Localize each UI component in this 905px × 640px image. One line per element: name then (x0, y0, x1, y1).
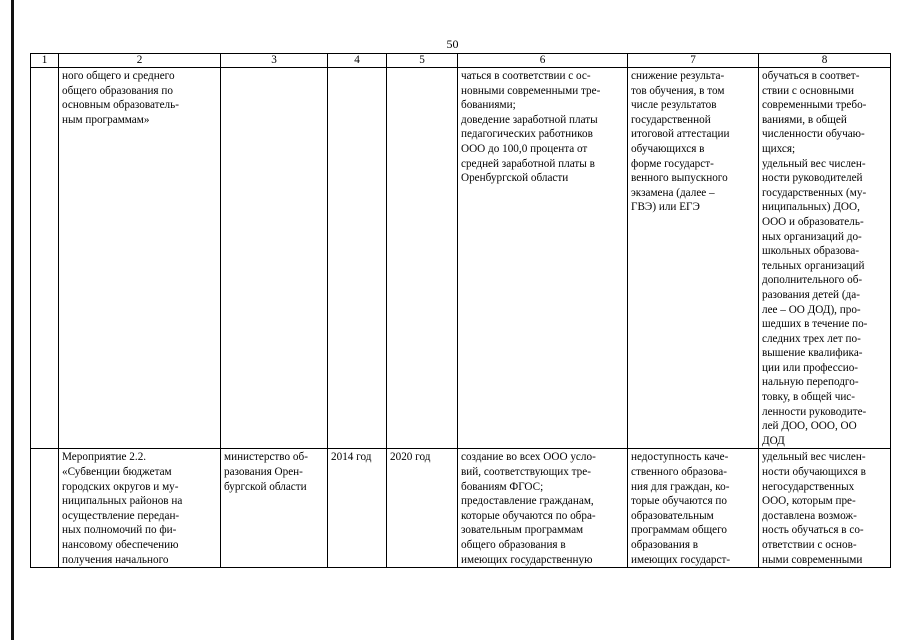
scan-edge-line (11, 0, 14, 640)
row-number-cell (31, 68, 59, 449)
column-header: 1 (31, 54, 59, 68)
expected-result-cell: чаться в соответствии с ос- новными современными тре- бованиями; доведение заработной платы педагогических работников ООО до 100,0 процента от средней заработной платы в Оренбургской области (458, 68, 628, 449)
measure-name-cell: ного общего и среднего общего образования по основным образователь- ным программам» (59, 68, 221, 449)
column-header: 5 (387, 54, 458, 68)
table-row (31, 449, 891, 568)
column-header: 4 (328, 54, 387, 68)
column-header: 3 (221, 54, 328, 68)
column-header: 6 (458, 54, 628, 68)
indicators-cell: обучаться в соответ- ствии с основными современными требо- ваниями, в общей численности обучаю- щихся; удельный вес числен- ности руководителей государственных (му- ниципальных) ДОО, ООО и образователь- ных организаций до- школьных образова- тельных организаций дополнительного об- разования детей (да- лее – ОО ДОД), про- шедших в течение по- следних трех лет по- вышение квалифика- ции или профессио- нальную переподго- товку, в общей чис- ленности руководите- лей ДОО, ООО, ОО ДОД (759, 68, 891, 449)
column-header: 7 (628, 54, 759, 68)
column-header: 8 (759, 54, 891, 68)
expected-result-cell: создание во всех ООО усло- вий, соответствующих тре- бованиям ФГОС; предоставление гражданам, которые обучаются по обра- зовательным программам общего образования в имеющих государственную (458, 449, 628, 568)
page-number: 50 (446, 37, 459, 51)
table-row (31, 68, 891, 449)
end-year-cell: 2020 год (387, 449, 458, 568)
consequences-cell: снижение результа- тов обучения, в том числе результатов государственной итоговой аттестации обучающихся в форме государст- венного выпускного экзамена (далее – ГВЭ) или ЕГЭ (628, 68, 759, 449)
start-year-cell (328, 68, 387, 449)
indicators-cell: удельный вес числен- ности обучающихся в негосударственных ООО, которым пре- доставлена возмож- ность обучаться в со- ответствии с основ- ными современными (759, 449, 891, 568)
executor-cell (221, 68, 328, 449)
measures-table (30, 53, 891, 568)
consequences-cell: недоступность каче- ственного образова- ния для граждан, ко- торые обучаются по образовательным программам общего образования в имеющих государст- (628, 449, 759, 568)
measure-name-cell: Мероприятие 2.2. «Субвенции бюджетам городских округов и му- ниципальных районов на осуществление передан- ных полномочий по фи- нансовому обеспечению получения начального (59, 449, 221, 568)
column-number-row (31, 54, 891, 68)
executor-cell: министерство об- разования Орен- бургской области (221, 449, 328, 568)
start-year-cell: 2014 год (328, 449, 387, 568)
row-number-cell (31, 449, 59, 568)
end-year-cell (387, 68, 458, 449)
column-header: 2 (59, 54, 221, 68)
